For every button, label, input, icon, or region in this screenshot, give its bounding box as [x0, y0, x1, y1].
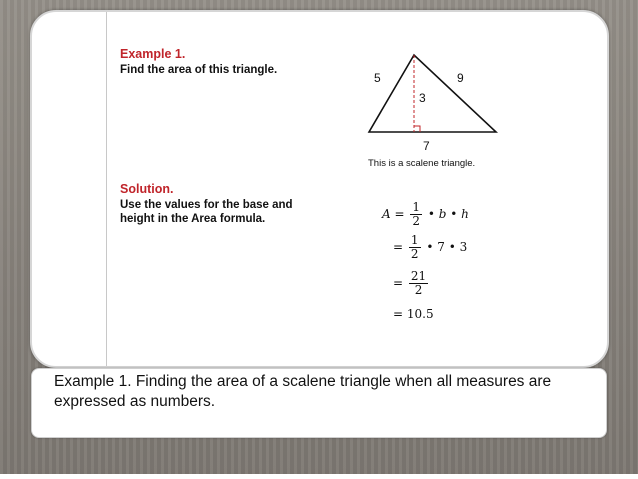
- formula-lhs: A: [382, 207, 391, 221]
- example-title: Example 1.: [120, 47, 186, 61]
- fraction-half: [410, 201, 422, 228]
- margin-rule: [106, 12, 107, 366]
- fraction-numerator: 21: [410, 269, 427, 283]
- height-label: 3: [419, 91, 426, 105]
- formula-result: [393, 307, 434, 321]
- equals-sign: =: [393, 276, 404, 290]
- solution-text: Use the values for the base and height in the Area formula.: [120, 199, 293, 225]
- side-left-label: 5: [374, 71, 381, 85]
- formula-terms: • b • h: [427, 207, 469, 221]
- triangle-shape: [369, 55, 496, 132]
- bottom-bar: [0, 474, 638, 479]
- fraction-half: [409, 234, 421, 261]
- side-right-label: 9: [457, 71, 464, 85]
- equals-sign: =: [393, 240, 404, 254]
- fraction-twentyone-halves: [409, 270, 428, 297]
- example-prompt: Find the area of this triangle.: [120, 64, 278, 76]
- right-angle-marker: [414, 126, 420, 132]
- formula-step-1: [382, 201, 469, 228]
- triangle-caption: This is a scalene triangle.: [368, 158, 476, 169]
- equals-sign: =: [394, 207, 405, 221]
- slide-caption: Example 1. Finding the area of a scalene triangle when all measures are expressed as numbers.: [54, 373, 552, 410]
- formula-step-2: [393, 234, 467, 261]
- fraction-denominator: 2: [414, 283, 423, 297]
- fraction-numerator: 1: [412, 200, 421, 214]
- fraction-numerator: 1: [410, 233, 419, 247]
- equals-sign: =: [393, 307, 404, 321]
- fraction-denominator: 2: [412, 214, 421, 228]
- formula-terms: • 7 • 3: [426, 240, 468, 254]
- slide-card: [30, 10, 609, 368]
- base-label: 7: [423, 139, 430, 153]
- result-value: 10.5: [406, 307, 434, 321]
- solution-title: Solution.: [120, 182, 174, 196]
- formula-step-3: [393, 270, 430, 297]
- triangle-diagram: [352, 50, 512, 160]
- fraction-denominator: 2: [410, 247, 419, 261]
- caption-box: [31, 368, 607, 438]
